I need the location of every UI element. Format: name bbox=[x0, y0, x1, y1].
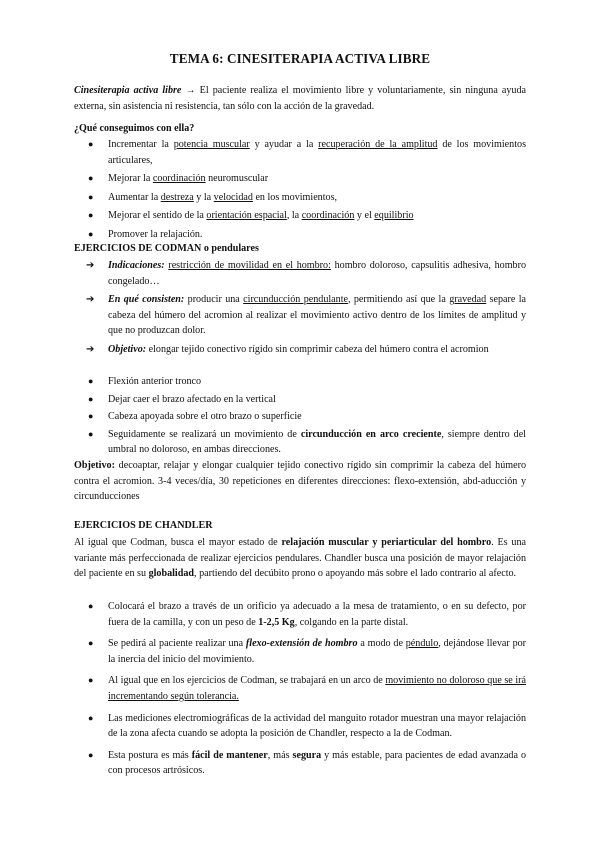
intro-text: El paciente realiza el movimiento libre y voluntariamente, sin ninguna ayuda externa, sin asistencia ni resistencia, tan sólo con la acción de la gravedad. bbox=[74, 85, 527, 112]
list-item: ➔ En qué consisten: producir una circunducción pendulante, permitiendo así que la gravedad separe la cabeza del húmero del acromion al realizar el movimiento activo dentro de los límites de amplitud y que no produzcan dolor. bbox=[86, 294, 526, 337]
list-item: ➔ Indicaciones: restricción de movilidad en el hombro: hombro doloroso, capsulitis adhesiva, hombro congelado… bbox=[86, 260, 526, 287]
bullet-icon: ● bbox=[88, 411, 94, 422]
chandler-heading: EJERCICIOS DE CHANDLER bbox=[74, 520, 213, 531]
list-item: ● Incrementar la potencia muscular y ayudar a la recuperación de la amplitud de los movimientos articulares, bbox=[88, 139, 526, 166]
list-item: ● Dejar caer el brazo afectado en la vertical bbox=[74, 392, 526, 408]
bullet-icon: ● bbox=[88, 376, 94, 386]
question-heading: ¿Qué conseguimos con ella? bbox=[74, 123, 195, 134]
bullet-icon: ● bbox=[88, 139, 94, 149]
bullet-icon: ● bbox=[88, 428, 94, 439]
list-item: ● Mejorar la coordinación neuromuscular bbox=[74, 171, 526, 187]
bullet-icon: ● bbox=[88, 749, 94, 760]
bullet-icon: ● bbox=[88, 210, 94, 221]
bullet-icon: ● bbox=[88, 675, 94, 686]
arrow-glyph: → bbox=[181, 85, 200, 96]
arrow-icon: ➔ bbox=[86, 260, 95, 271]
bullet-icon: ● bbox=[88, 228, 94, 239]
list-item: ● Promover la relajación. bbox=[74, 227, 526, 243]
page-title: TEMA 6: CINESITERAPIA ACTIVA LIBRE bbox=[169, 51, 431, 66]
list-item: ● Mejorar el sentido de la orientación espacial, la coordinación y el equilibrio bbox=[74, 208, 526, 224]
arrow-icon: ➔ bbox=[86, 294, 95, 306]
bullet-icon: ● bbox=[88, 712, 94, 723]
codman-arrow-list bbox=[74, 258, 526, 358]
codman-objective-paragraph: Objetivo: decoaptar, relajar y elongar cualquier tejido conectivo rígido sin comprimir la cabeza del húmero contra el acromion. 3-4 veces/día, 30 repeticiones en diferentes direcciones: flexo-extensión, abd-aducción y circunducciones bbox=[74, 460, 526, 503]
codman-steps-list bbox=[74, 374, 526, 458]
list-item: ● Esta postura es más fácil de mantener, más segura y más estable, para pacientes de edad avanzada o con procesos artrósicos. bbox=[88, 749, 526, 777]
list-item: ● Seguidamente se realizará un movimiento de circunducción en arco creciente, siempre dentro del umbral no doloroso, en ambas direcciones. bbox=[88, 428, 526, 456]
list-item: ● Las mediciones electromiográficas de la actividad del manguito rotador muestran una mayor relajación de la zona afecta cuando se adopta la posición de Chandler, respecto a la de Codman. bbox=[88, 712, 526, 740]
list-item: ● Colocará el brazo a través de un orificio ya adecuado a la mesa de tratamiento, o en su defecto, por fuera de la camilla, y con un peso de 1-2,5 Kg, colgando en la parte distal. bbox=[88, 601, 526, 628]
list-item: ● Cabeza apoyada sobre el otro brazo o superficie bbox=[74, 409, 526, 425]
list-item: ➔ Objetivo: elongar tejido conectivo rígido sin comprimir cabeza del húmero contra el acromion bbox=[74, 342, 526, 358]
list-item: ● Aumentar la destreza y la velocidad en los movimientos, bbox=[74, 190, 526, 206]
bullet-icon: ● bbox=[88, 191, 94, 202]
bullet-icon: ● bbox=[88, 173, 94, 184]
bullet-icon: ● bbox=[88, 393, 94, 404]
arrow-icon: ➔ bbox=[86, 343, 95, 355]
chandler-paragraph: Al igual que Codman, busca el mayor estado de relajación muscular y periarticular del hombro. Es una variante más perfeccionada de realizar ejercicios pendulares. Chandler busca una posición de mayor relajación del paciente en su globalidad, partiendo del decúbito prono o apoyando más sobre el lado contrario al afecto. bbox=[74, 537, 527, 580]
list-item: ● Al igual que en los ejercicios de Codman, se trabajará en un arco de movimiento no doloroso que se irá incrementando según tolerancia. bbox=[88, 675, 527, 702]
intro-term: Cinesiterapia activa libre bbox=[74, 85, 182, 96]
intro-paragraph bbox=[74, 83, 526, 114]
list-item: ● Flexión anterior tronco bbox=[74, 374, 526, 390]
list-item: ● Se pedirá al paciente realizar una flexo-extensión de hombro a modo de péndulo, dejándose llevar por la inercia del inicio del movimiento. bbox=[88, 638, 527, 665]
bullet-icon: ● bbox=[88, 638, 94, 649]
chandler-list bbox=[74, 599, 526, 779]
bullet-icon: ● bbox=[88, 601, 94, 611]
goals-list bbox=[74, 137, 526, 243]
codman-heading: EJERCICIOS DE CODMAN o pendulares bbox=[74, 243, 259, 254]
